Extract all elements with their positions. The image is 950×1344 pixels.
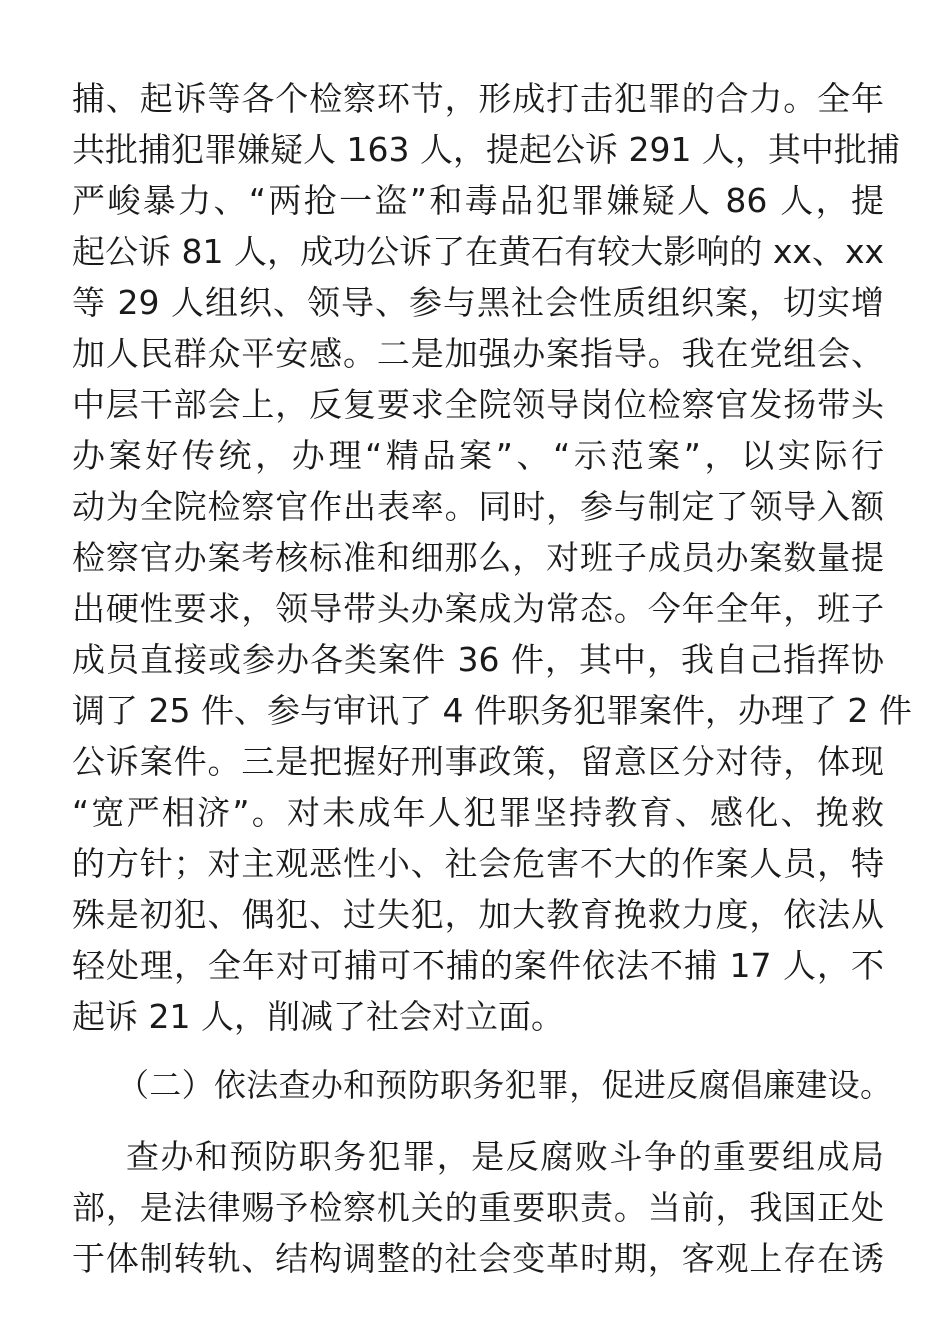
text-line: 加人民群众平安感。二是加强办案指导。我在党组会、 — [72, 334, 884, 373]
text-line: 严峻暴力、“两抢一盗”和毒品犯罪嫌疑人 86 人，提 — [72, 181, 884, 220]
text-line: 成员直接或参办各类案件 36 件，其中，我自己指挥协 — [72, 640, 884, 679]
text-line: 等 29 人组织、领导、参与黑社会性质组织案，切实增 — [72, 283, 884, 322]
text-line: 查办和预防职务犯罪，是反腐败斗争的重要组成局 — [126, 1137, 884, 1176]
section-heading: （二）依法查办和预防职务犯罪，促进反腐倡廉建设。 — [117, 1066, 892, 1104]
text-line: 动为全院检察官作出表率。同时，参与制定了领导入额 — [72, 487, 884, 526]
text-line: 起公诉 81 人，成功公诉了在黄石有较大影响的 xx、xx — [72, 232, 884, 271]
text-line: 捕、起诉等各个检察环节，形成打击犯罪的合力。全年 — [72, 79, 884, 118]
text-line: 出硬性要求，领导带头办案成为常态。今年全年，班子 — [72, 589, 884, 628]
text-line: 调了 25 件、参与审讯了 4 件职务犯罪案件，办理了 2 件 — [72, 691, 912, 730]
text-line: 起诉 21 人，削减了社会对立面。 — [72, 997, 564, 1036]
text-line: 共批捕犯罪嫌疑人 163 人，提起公诉 291 人，其中批捕 — [72, 130, 900, 169]
text-line: 殊是初犯、偶犯、过失犯，加大教育挽救力度，依法从 — [72, 895, 884, 934]
text-line: 检察官办案考核标准和细那么，对班子成员办案数量提 — [72, 538, 884, 577]
text-line: 办案好传统，办理“精品案”、“示范案”，以实际行 — [72, 436, 884, 475]
text-line: 于体制转轨、结构调整的社会变革时期，客观上存在诱 — [72, 1239, 884, 1278]
text-line: 轻处理，全年对可捕可不捕的案件依法不捕 17 人，不 — [72, 946, 884, 985]
text-line: 中层干部会上，反复要求全院领导岗位检察官发扬带头 — [72, 385, 884, 424]
text-line: 公诉案件。三是把握好刑事政策，留意区分对待，体现 — [72, 742, 884, 781]
text-line: 部，是法律赐予检察机关的重要职责。当前，我国正处 — [72, 1188, 884, 1227]
text-line: “宽严相济”。对未成年人犯罪坚持教育、感化、挽救 — [72, 793, 884, 832]
text-line: 的方针；对主观恶性小、社会危害不大的作案人员，特 — [72, 844, 884, 883]
